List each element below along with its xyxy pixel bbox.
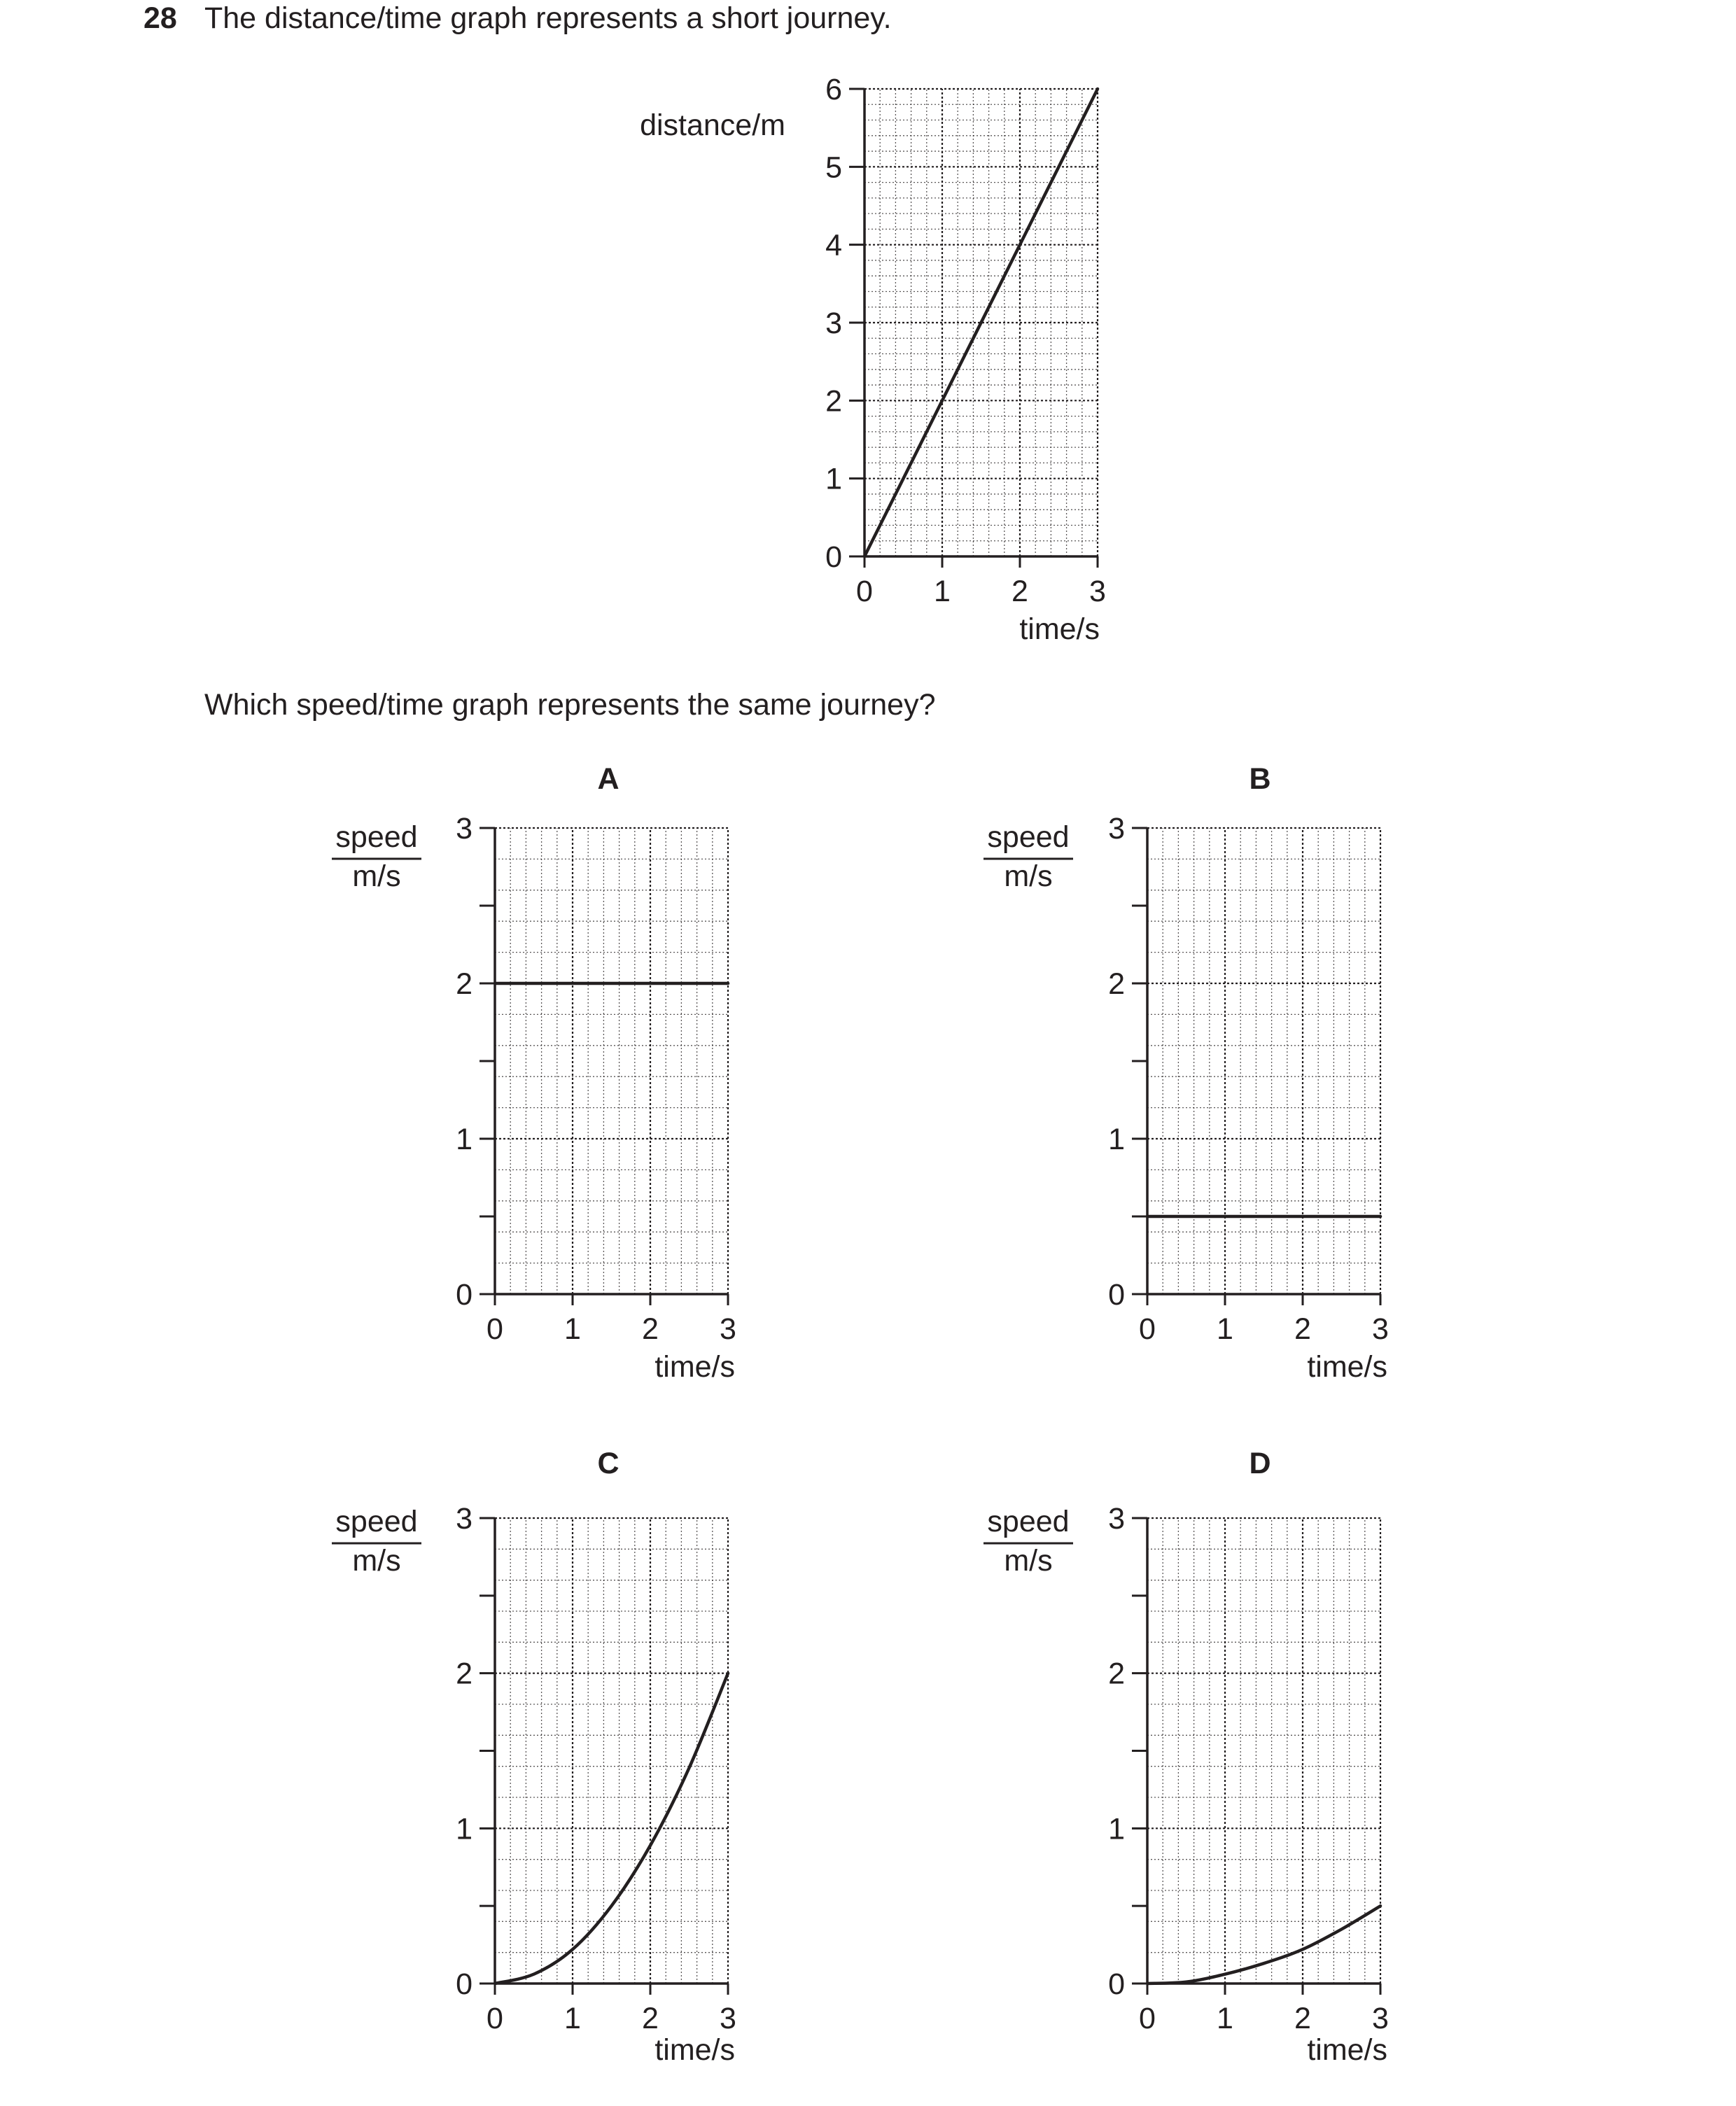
x-tick-label: 3 bbox=[720, 2002, 736, 2035]
y-tick-label: 3 bbox=[1108, 812, 1125, 845]
option-a-chart bbox=[332, 762, 736, 1384]
x-tick-label: 1 bbox=[564, 1312, 581, 1346]
x-tick-label: 0 bbox=[486, 2002, 503, 2035]
x-tick-label: 1 bbox=[1217, 1312, 1233, 1346]
x-tick-label: 2 bbox=[642, 1312, 659, 1346]
y-tick-label: 2 bbox=[825, 384, 842, 419]
x-axis-label: time/s bbox=[1307, 1350, 1387, 1384]
question-stem: The distance/time graph represents a short journey. bbox=[204, 1, 892, 35]
y-tick-label: 5 bbox=[825, 150, 842, 185]
x-tick-label: 2 bbox=[1294, 1312, 1311, 1346]
x-tick-label: 1 bbox=[564, 2002, 581, 2035]
y-axis-label-bottom: m/s bbox=[352, 859, 401, 893]
x-tick-label: 0 bbox=[1139, 1312, 1156, 1346]
option-c-chart bbox=[332, 1447, 736, 2067]
question-prompt: Which speed/time graph represents the same journey? bbox=[204, 688, 936, 722]
y-tick-label: 2 bbox=[456, 967, 472, 1001]
option-label: C bbox=[597, 1447, 620, 1480]
y-axis-label-bottom: m/s bbox=[352, 1544, 401, 1578]
series-line bbox=[1147, 1906, 1380, 1984]
y-tick-label: 3 bbox=[456, 1502, 472, 1536]
x-tick-label: 2 bbox=[642, 2002, 659, 2035]
x-tick-label: 3 bbox=[1372, 2002, 1389, 2035]
option-b-chart bbox=[983, 762, 1389, 1384]
x-tick-label: 3 bbox=[1372, 1312, 1389, 1346]
y-tick-label: 3 bbox=[825, 307, 842, 340]
y-axis-label-top: speed bbox=[987, 820, 1070, 854]
y-tick-label: 0 bbox=[456, 1967, 472, 2001]
y-tick-label: 1 bbox=[456, 1812, 472, 1846]
y-tick-label: 0 bbox=[456, 1278, 472, 1312]
y-axis-label-bottom: m/s bbox=[1004, 1544, 1053, 1578]
y-tick-label: 1 bbox=[1108, 1812, 1125, 1846]
y-tick-label: 1 bbox=[456, 1123, 472, 1156]
x-tick-label: 2 bbox=[1011, 575, 1028, 608]
x-tick-label: 0 bbox=[856, 575, 873, 608]
option-label: A bbox=[597, 762, 620, 796]
y-tick-label: 3 bbox=[1108, 1502, 1125, 1536]
y-tick-label: 2 bbox=[456, 1657, 472, 1691]
x-tick-label: 1 bbox=[934, 575, 951, 608]
y-tick-label: 1 bbox=[1108, 1123, 1125, 1156]
x-tick-label: 3 bbox=[720, 1312, 736, 1346]
x-tick-label: 0 bbox=[486, 1312, 503, 1346]
y-axis-label-top: speed bbox=[987, 1505, 1070, 1538]
y-axis-label-top: speed bbox=[335, 1505, 418, 1538]
option-d-chart bbox=[983, 1447, 1389, 2067]
y-tick-label: 6 bbox=[825, 73, 842, 106]
x-tick-label: 0 bbox=[1139, 2002, 1156, 2035]
y-axis-label: distance/m bbox=[640, 108, 785, 142]
y-tick-label: 0 bbox=[1108, 1278, 1125, 1312]
y-axis-label-top: speed bbox=[335, 820, 418, 854]
x-axis-label: time/s bbox=[1307, 2033, 1387, 2067]
y-tick-label: 4 bbox=[825, 228, 842, 262]
y-tick-label: 3 bbox=[456, 812, 472, 845]
y-tick-label: 2 bbox=[1108, 1657, 1125, 1691]
y-tick-label: 0 bbox=[825, 540, 842, 574]
option-label: D bbox=[1249, 1447, 1271, 1480]
x-axis-label: time/s bbox=[654, 1350, 735, 1384]
option-label: B bbox=[1249, 762, 1271, 796]
x-axis-label: time/s bbox=[654, 2033, 735, 2067]
y-tick-label: 1 bbox=[825, 462, 842, 496]
x-tick-label: 2 bbox=[1294, 2002, 1311, 2035]
x-tick-label: 3 bbox=[1089, 575, 1106, 608]
y-axis-label-bottom: m/s bbox=[1004, 859, 1053, 893]
x-axis-label: time/s bbox=[1019, 612, 1100, 646]
x-tick-label: 1 bbox=[1217, 2002, 1233, 2035]
y-tick-label: 0 bbox=[1108, 1967, 1125, 2001]
y-tick-label: 2 bbox=[1108, 967, 1125, 1001]
distance-time-chart bbox=[640, 73, 1106, 646]
question-number: 28 bbox=[144, 1, 177, 35]
